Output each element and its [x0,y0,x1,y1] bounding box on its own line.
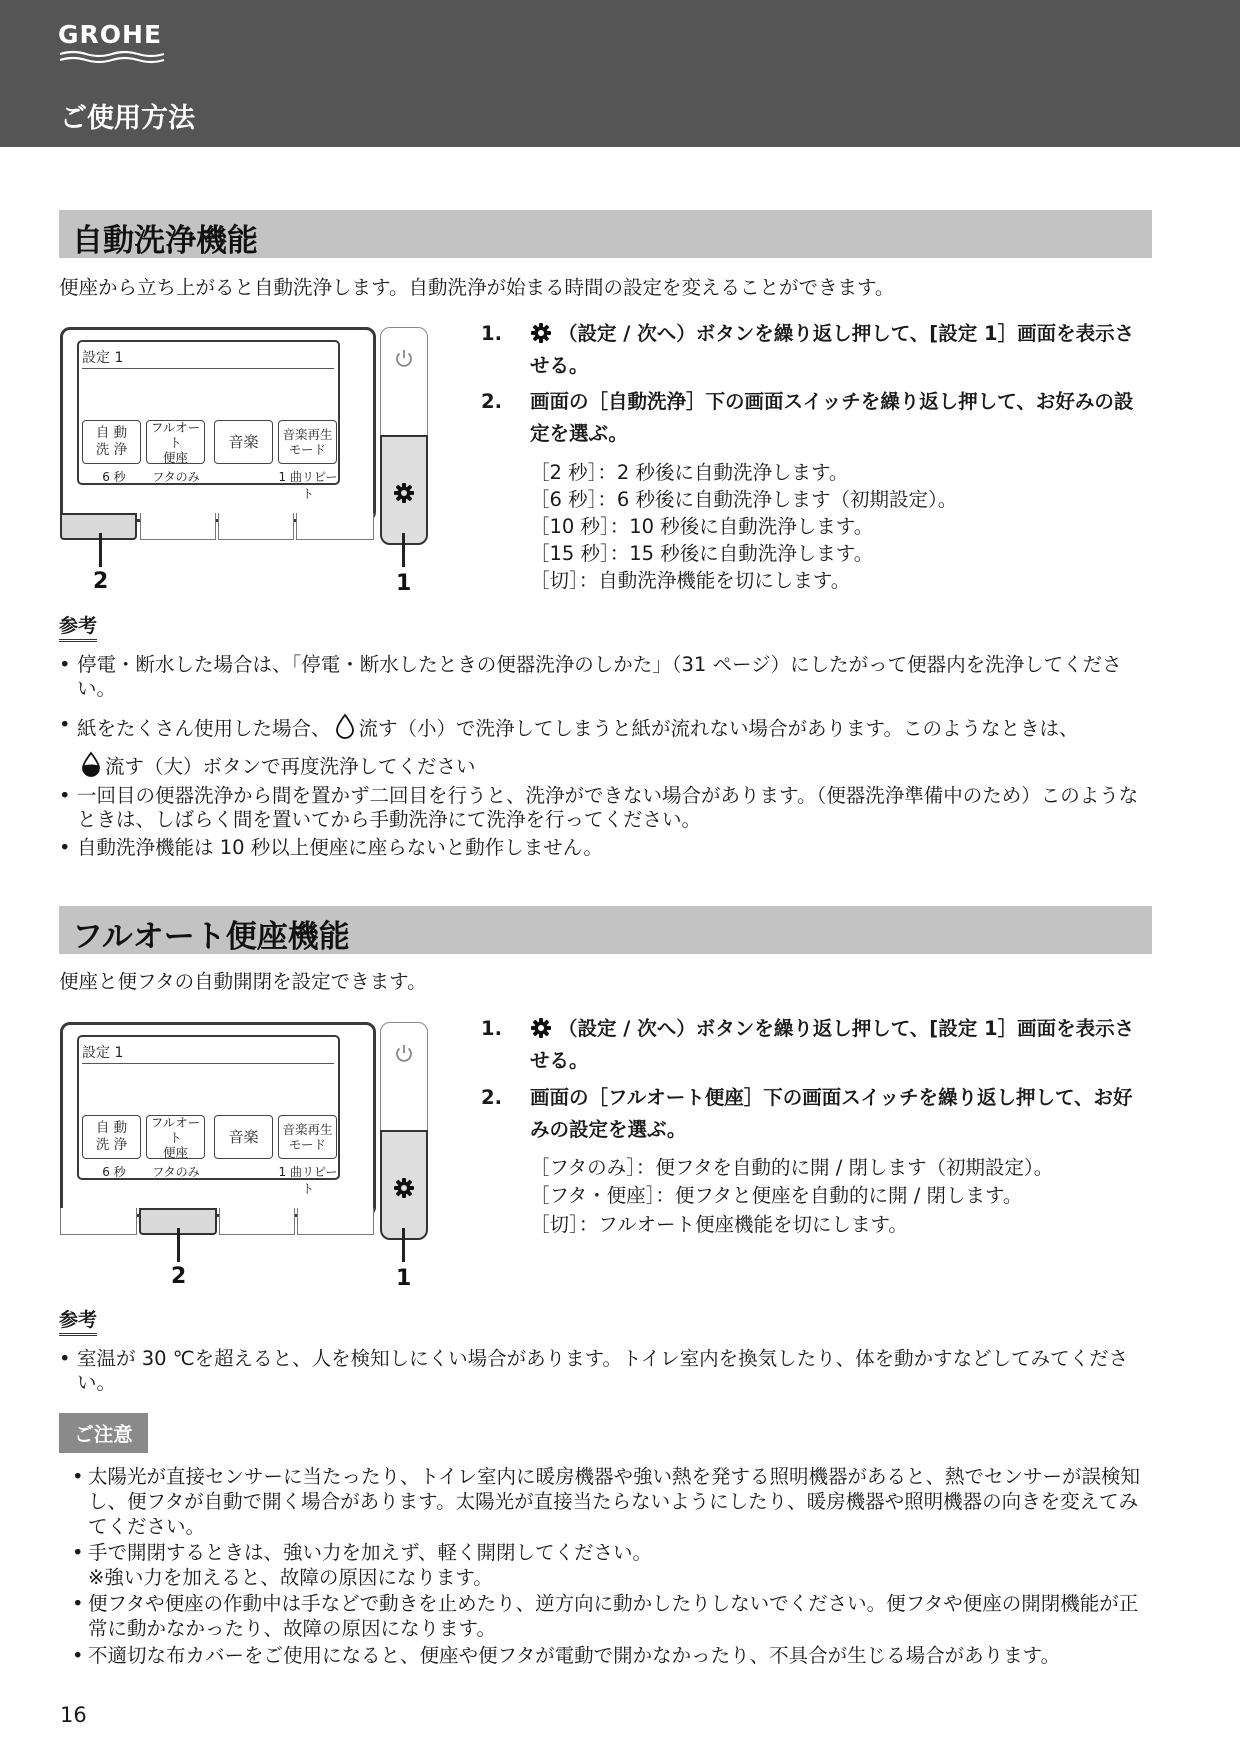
callout-number-1: 1 [396,571,412,596]
step-1: 1. （設定 / 次へ）ボタンを繰り返し押して、[設定 1］画面を表示させる。 [481,1017,1135,1072]
step-1: 1. （設定 / 次へ）ボタンを繰り返し押して、[設定 1］画面を表示させる。 [481,322,1135,377]
display-screen [77,1035,340,1196]
callout-number-1: 1 [396,1266,412,1291]
screen-button-music-mode: 音楽再生 モード [278,420,337,464]
callout-line-1 [402,1228,405,1262]
screen-button-music: 音楽 [214,1115,273,1159]
screen-switch-3 [218,513,294,540]
screen-switch-4 [297,1208,374,1235]
list-item: • 不適切な布カバーをご使用になると、便座や便フタが電動で開かなかったり、不具合が生じる場合があります。 [72,1644,1061,1667]
remote-illustration [60,1022,432,1292]
screen-button-music-mode: 音楽再生 モード [278,1115,337,1159]
option-item: ［フタのみ］：便フタを自動的に開 / 閉します（初期設定）。 [530,1156,1054,1179]
list-item: • 手で開閉するときは、強い力を加えず、軽く開閉してください。 [72,1541,652,1564]
screen-button-full-auto-seat: フルオート 便座 [146,1115,205,1159]
settings-key [380,1130,428,1240]
display-frame [60,327,376,522]
callout-number-2: 2 [171,1264,187,1289]
screen-button-auto-flush: 自 動 洗 浄 [82,420,141,464]
option-item: ［切］：フルオート便座機能を切にします。 [530,1213,908,1236]
list-item-continued: ※強い力を加えると、故障の原因になります。 [88,1566,493,1589]
screen-switch-3 [219,1208,295,1235]
section-title: 自動洗浄機能 [72,223,258,259]
section-intro: 便座から立ち上がると自動洗浄します。自動洗浄が始まる時間の設定を変えることができます。 [59,276,895,299]
brand-logo [58,20,166,64]
callout-line-2 [99,533,102,567]
drop-small-icon [335,713,355,739]
remote-illustration [60,327,432,597]
list-item: • 自動洗浄機能は 10 秒以上便座に座らないと動作しません。 [59,836,603,859]
gear-icon [393,482,415,504]
page-header [0,0,1240,147]
screen-value-music-mode: 1 曲リピート [278,470,338,501]
display-screen [77,340,340,501]
screen-divider [82,368,334,369]
section-title: フルオート便座機能 [72,919,350,955]
note-heading: 参考 [59,611,97,642]
settings-key [380,435,428,545]
callout-line-2 [177,1228,180,1262]
list-item: • 紙をたくさん使用した場合、 流す（小）で洗浄してしまうと紙が流れない場合があります。このようなときは、 [59,713,1079,740]
list-item: • 便フタや便座の作動中は手などで動きを止めたり、逆方向に動かしたりしないでください。便フタや便座の開閉機能が正常に動かなかったり、故障の原因になります。 [72,1592,1139,1640]
brand-name: GROHE [58,20,163,49]
page-title: ご使用方法 [60,103,195,134]
callout-number-2: 2 [93,569,109,594]
step-2: 2. 画面の［自動洗浄］下の画面スイッチを繰り返し押して、お好みの設定を選ぶ。 [481,390,1134,445]
list-item: • 室温が 30 ℃を超えると、人を検知しにくい場合があります。トイレ室内を換気したり、体を動かすなどしてみてください。 [59,1347,1129,1394]
power-icon [393,347,415,369]
step-2: 2. 画面の［フルオート便座］下の画面スイッチを繰り返し押して、お好みの設定を選ぶ。 [481,1086,1133,1141]
screen-value-auto-flush: 6 秒 [102,470,126,484]
callout-line-1 [402,533,405,567]
drop-large-icon [81,751,101,777]
list-item: • 一回目の便器洗浄から間を置かず二回目を行うと、洗浄ができない場合があります。（便器洗浄準備中のため）このようなときは、しばらく間を置いてから手動洗浄にて洗浄を行ってください。 [59,784,1139,831]
screen-value-full-auto-seat: フタのみ [152,470,200,484]
gear-icon [530,1017,552,1039]
option-item: ［6 秒］：6 秒後に自動洗浄します（初期設定）。 [530,488,958,511]
list-item: • 停電・断水した場合は、「停電・断水したときの便器洗浄のしかた」（31 ページ）にしたがって便器内を洗浄してください。 [59,653,1122,700]
power-icon [393,1042,415,1064]
screen-switch-row [60,1208,376,1235]
screen-value-music-mode: 1 曲リピート [278,1165,338,1196]
section-bar-full-auto-seat [59,906,1152,954]
section-intro: 便座と便フタの自動開閉を設定できます。 [59,970,427,993]
caution-badge: ご注意 [59,1413,148,1453]
list-item-continued: 流す（大）ボタンで再度洗浄してください [59,751,1154,779]
screen-switch-2 [140,513,216,540]
screen-button-music: 音楽 [214,420,273,464]
screen-button-auto-flush: 自 動 洗 浄 [82,1115,141,1159]
screen-switch-4 [296,513,374,540]
screen-button-full-auto-seat: フルオート 便座 [146,420,205,464]
gear-icon [530,322,552,344]
section-bar-auto-flush [59,210,1152,258]
screen-title: 設定 1 [82,1045,124,1061]
display-frame [60,1022,376,1217]
note-heading: 参考 [59,1305,97,1336]
screen-switch-row [60,513,376,540]
power-key [380,327,428,437]
option-item: ［切］：自動洗浄機能を切にします。 [530,569,851,592]
option-item: ［2 秒］：2 秒後に自動洗浄します。 [530,461,849,484]
screen-switch-1 [60,1208,137,1235]
power-key [380,1022,428,1132]
screen-value-full-auto-seat: フタのみ [152,1165,200,1179]
gear-icon [393,1177,415,1199]
logo-waves-icon [58,50,166,64]
screen-title: 設定 1 [82,350,124,366]
option-item: ［10 秒］：10 秒後に自動洗浄します。 [530,515,874,538]
list-item: • 太陽光が直接センサーに当たったり、トイレ室内に暖房機器や強い熱を発する照明機器があると、熱でセンサーが誤検知し、便フタが自動で開く場合があります。太陽光が直接当たらないようにしたり、暖房機器や照明機器の向きを変えてみてください。 [72,1465,1141,1538]
option-item: ［15 秒］：15 秒後に自動洗浄します。 [530,542,874,565]
screen-value-auto-flush: 6 秒 [102,1165,126,1179]
option-item: ［フタ・便座］：便フタと便座を自動的に開 / 閉します。 [530,1184,1023,1207]
screen-divider [82,1063,334,1064]
page-number: 16 [60,1703,87,1727]
